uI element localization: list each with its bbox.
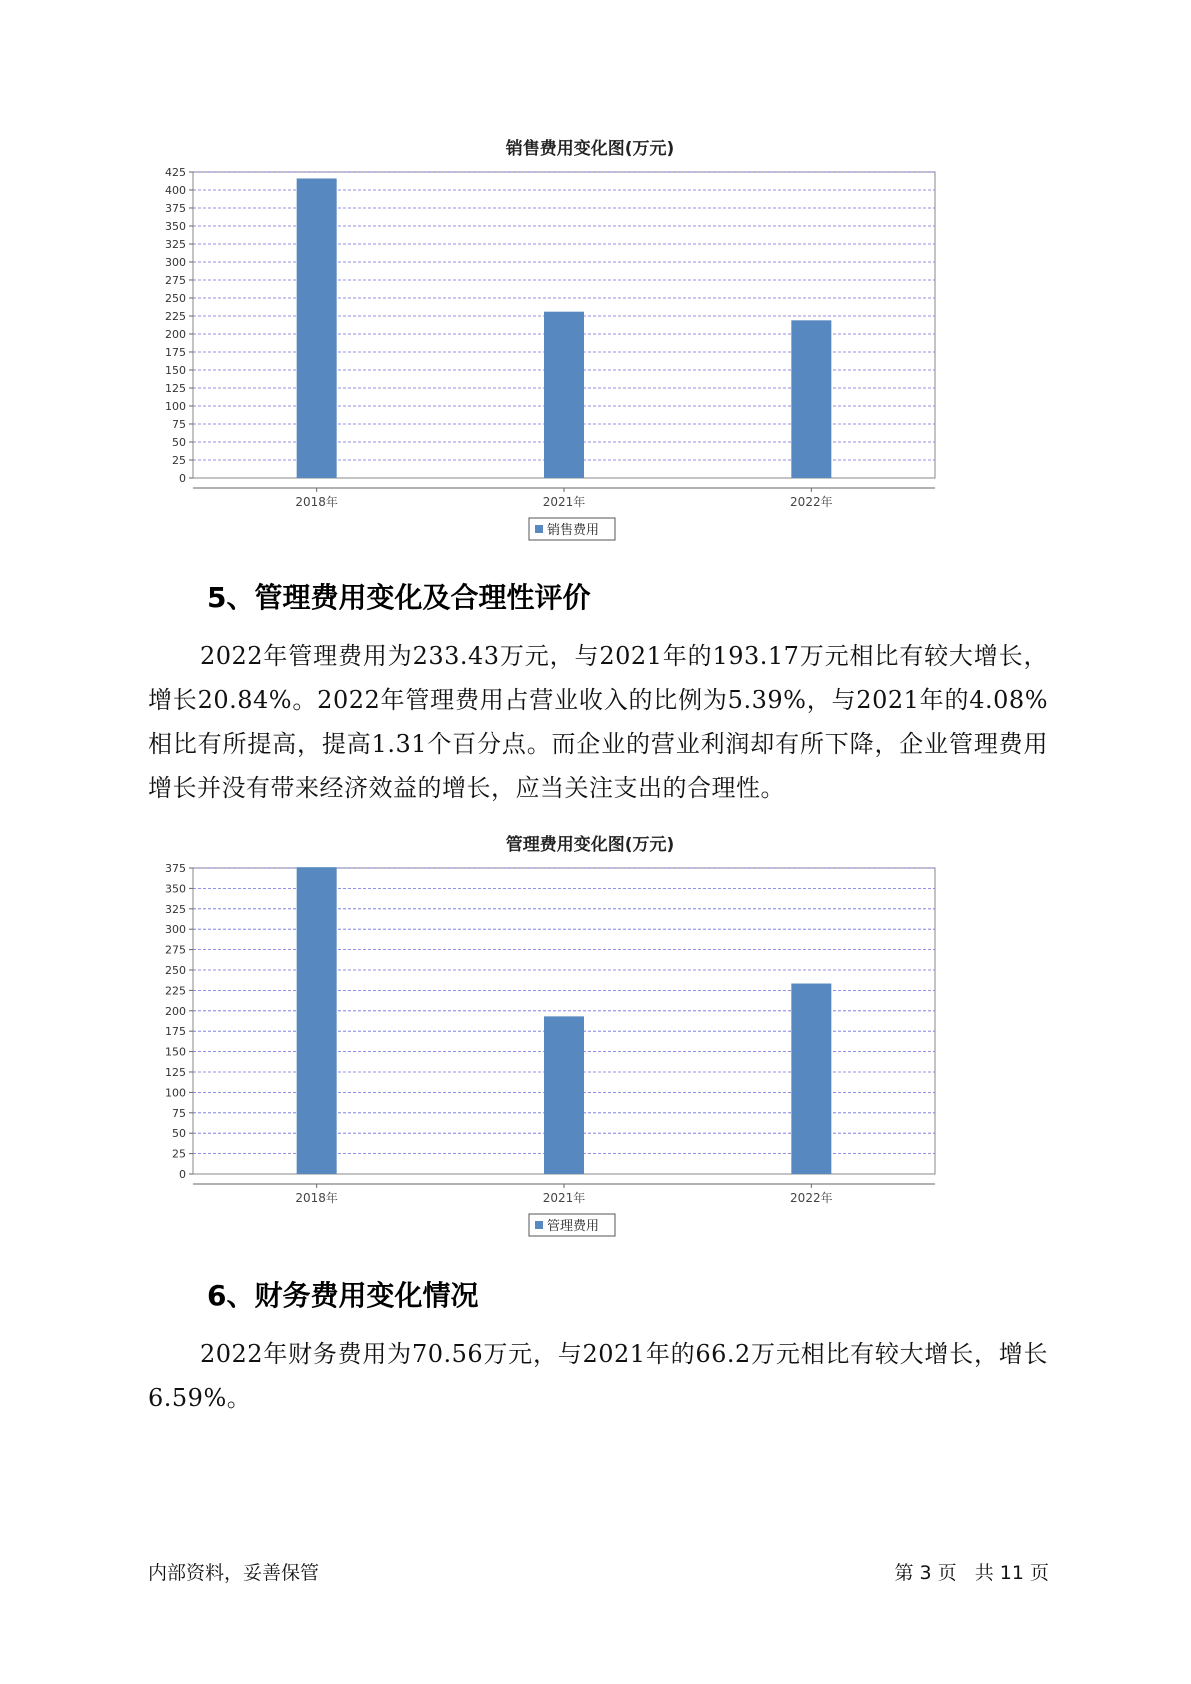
y-tick-label: 50 <box>172 436 186 449</box>
y-tick-label: 250 <box>165 964 186 977</box>
bar-2022年 <box>791 984 831 1174</box>
y-tick-label: 175 <box>165 1025 186 1039</box>
y-tick-label: 175 <box>165 346 186 359</box>
y-tick-label: 0 <box>179 1168 186 1181</box>
footer-left: 内部资料，妥善保管 <box>148 1562 320 1584</box>
y-tick-label: 400 <box>165 184 186 197</box>
legend-swatch <box>535 525 543 533</box>
y-tick-label: 250 <box>165 292 186 305</box>
admin-expense-chart <box>150 826 1030 1246</box>
x-tick-label: 2022年 <box>790 1191 833 1205</box>
footer-page-number: 第 3 页 共 11 页 <box>894 1562 1049 1584</box>
sales-chart-svg <box>150 160 1030 550</box>
legend-label: 管理费用 <box>547 1219 600 1234</box>
y-tick-label: 350 <box>165 220 186 233</box>
bar-2021年 <box>544 312 584 478</box>
x-tick-label: 2018年 <box>295 1191 338 1205</box>
section-6-paragraph: 2022年财务费用为70.56万元，与2021年的66.2万元相比有较大增长，增长6.59%。 <box>148 1340 1048 1412</box>
x-tick-label: 2022年 <box>790 495 833 509</box>
bar-2018年 <box>297 178 337 478</box>
section-6-heading: 6、财务费用变化情况 <box>207 1279 479 1312</box>
y-tick-label: 75 <box>172 418 186 431</box>
sales-expense-chart <box>150 130 1030 550</box>
x-tick-label: 2018年 <box>295 495 338 509</box>
admin-chart-title: 管理费用变化图(万元) <box>505 835 675 855</box>
bar-2021年 <box>544 1016 584 1174</box>
y-tick-label: 375 <box>165 202 186 215</box>
y-tick-label: 0 <box>179 472 186 485</box>
y-tick-label: 300 <box>165 923 186 937</box>
y-tick-label: 150 <box>165 1045 186 1059</box>
y-tick-label: 100 <box>165 1086 186 1100</box>
y-tick-label: 375 <box>165 862 186 875</box>
y-tick-label: 200 <box>165 1004 186 1018</box>
y-tick-label: 300 <box>165 256 186 269</box>
x-tick-label: 2021年 <box>542 495 586 509</box>
section-5-paragraph: 2022年管理费用为233.43万元，与2021年的193.17万元相比有较大增长，增长20.84%。2022年管理费用占营业收入的比例为5.39%，与2021年的4.08%相比有所提高，提高1.31个百分点。而企业的营业利润却有所下降，企业管理费用增长并没有带来经济效益的增长，应当关注支出的合理性。 <box>148 642 1048 802</box>
sales-chart-title: 销售费用变化图(万元) <box>505 139 675 159</box>
y-tick-label: 200 <box>165 328 186 341</box>
admin-chart-svg <box>150 856 1030 1246</box>
y-tick-label: 125 <box>165 1066 186 1079</box>
bar-2018年 <box>297 867 337 1174</box>
y-tick-label: 150 <box>165 364 186 377</box>
y-tick-label: 225 <box>165 310 186 323</box>
chart-legend <box>529 1214 615 1236</box>
y-tick-label: 125 <box>165 382 186 395</box>
y-tick-label: 225 <box>165 984 186 998</box>
y-tick-label: 25 <box>172 454 186 467</box>
legend-swatch <box>535 1221 543 1229</box>
y-tick-label: 425 <box>165 166 186 179</box>
x-tick-label: 2021年 <box>542 1191 586 1205</box>
y-tick-label: 325 <box>165 902 186 916</box>
chart-legend <box>529 518 615 540</box>
y-tick-label: 50 <box>172 1127 186 1141</box>
y-tick-label: 275 <box>165 943 186 957</box>
legend-label: 销售费用 <box>547 523 600 538</box>
section-5-heading: 5、管理费用变化及合理性评价 <box>207 581 591 614</box>
y-tick-label: 75 <box>172 1106 186 1120</box>
y-tick-label: 25 <box>172 1147 186 1161</box>
y-tick-label: 350 <box>165 882 186 896</box>
bar-2022年 <box>791 320 831 478</box>
y-tick-label: 275 <box>165 274 186 287</box>
y-tick-label: 325 <box>165 238 186 251</box>
y-tick-label: 100 <box>165 400 186 413</box>
